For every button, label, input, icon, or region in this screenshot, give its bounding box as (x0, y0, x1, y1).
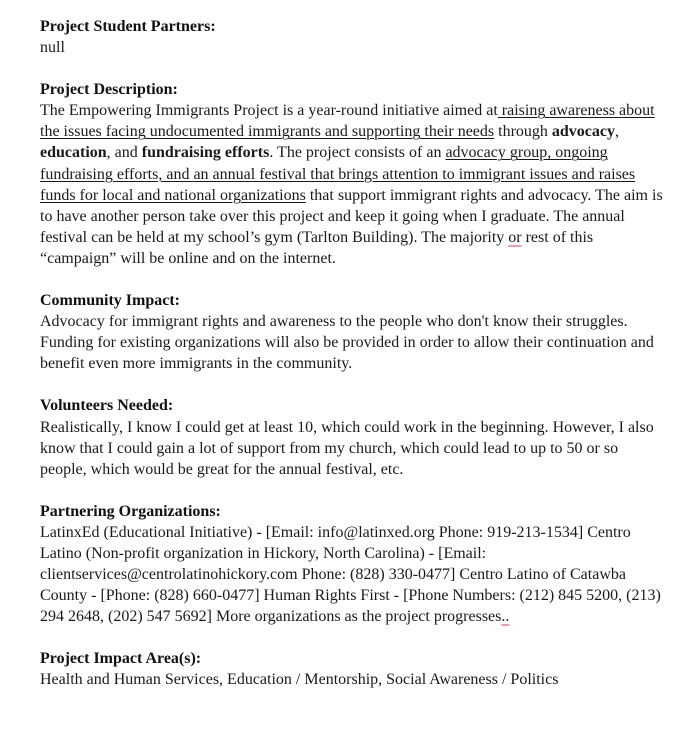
community-impact-value: Advocacy for immigrant rights and awareness to the people who don't know their struggles. Funding for existing organizations will also be provided in order to allow their continuation and benefit even more immigrants in the community. (40, 313, 654, 373)
section-project-description (40, 79, 668, 269)
section-community-impact (40, 290, 668, 374)
partnering-organizations-label: Partnering Organizations: (40, 502, 221, 520)
description-text: through (494, 123, 552, 141)
section-partnering-organizations (40, 501, 668, 628)
description-text: that support immigrant rights and advocacy. The aim is to have another person take over this project and keep it going when I graduate. The annual festival can be held at my school’s gym (Tarlton Building). The majority (40, 186, 663, 246)
description-bold-text: advocacy (551, 123, 616, 141)
description-text: , and (106, 144, 142, 162)
description-underlined-text: raising awareness about the issues facing undocumented immigrants and supporting their needs (40, 102, 655, 141)
section-impact-areas (40, 648, 668, 690)
volunteers-needed-value: Realistically, I know I could get at least 10, which could work in the beginning. However, I also know that I could gain a lot of support from my church, which could lead to up to 50 or so people, which would be great for the annual festival, etc. (40, 418, 654, 478)
description-bold-text: education (40, 144, 107, 162)
impact-areas-value: Health and Human Services, Education / Mentorship, Social Awareness / Politics (40, 671, 559, 689)
spellcheck-flagged-punctuation[interactable]: .. (501, 608, 510, 626)
description-text: , (615, 123, 620, 141)
partnering-organizations-text: LatinxEd (Educational Initiative) - [Email: info@latinxed.org Phone: 919-213-1534] Centro Latino (Non-profit organization in Hickory, North Carolina) - [Email: clientservices@centrolatinohickory.com Phone: (828) 330-0477] Centro Latino of Catawba County - [Phone: (828) 660-0477] Human Rights First - [Phone Numbers: (212) 845 5200, (213) 294 2648, (202) 547 5692] More organizations as the project progresses (40, 523, 661, 626)
description-bold-text: fundraising efforts (141, 144, 270, 162)
description-text: The Empowering Immigrants Project is a year-round initiative aimed at (40, 102, 498, 120)
student-partners-label: Project Student Partners: (40, 18, 216, 35)
document-body (40, 16, 668, 712)
description-underlined-text: advocacy group, ongoing fundraising efforts, and an annual festival that brings attention to immigrant issues and raises funds for local and national organizations (40, 144, 636, 204)
student-partners-value: null (40, 39, 65, 57)
section-volunteers-needed (40, 395, 668, 479)
description-text: rest of this “campaign” will be online and on the internet. (40, 228, 594, 267)
partnering-organizations-value (40, 522, 668, 627)
project-description-label: Project Description: (40, 81, 178, 99)
volunteers-needed-label: Volunteers Needed: (40, 397, 174, 415)
spellcheck-flagged-word[interactable]: or (508, 228, 522, 246)
section-student-partners (40, 16, 668, 58)
impact-areas-label: Project Impact Area(s): (40, 650, 202, 668)
project-description-value (40, 100, 668, 269)
description-text: . The project consists of an (269, 144, 446, 162)
community-impact-label: Community Impact: (40, 292, 180, 310)
